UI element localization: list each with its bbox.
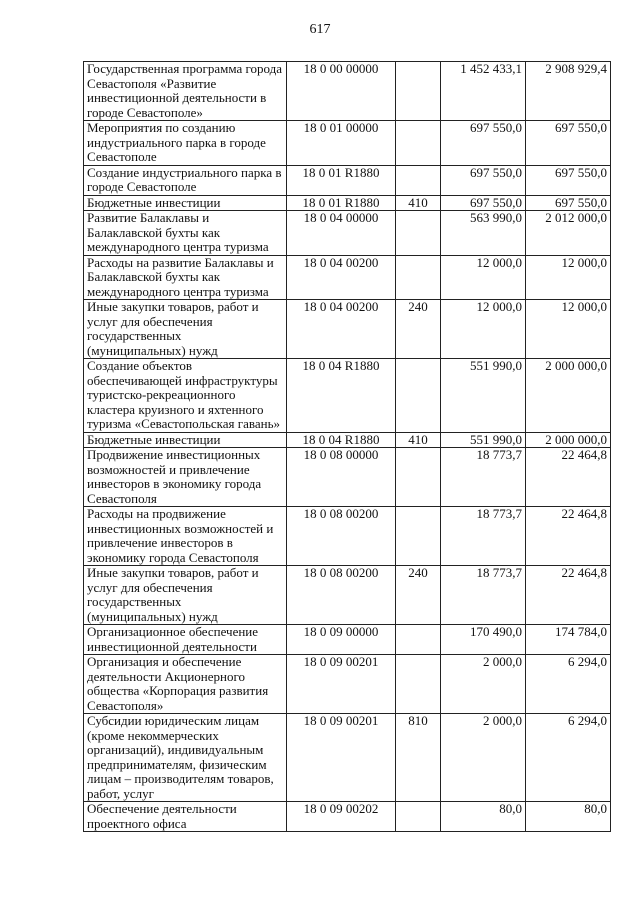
amount-year2-cell: 12 000,0 [526, 300, 611, 359]
target-code-cell: 18 0 00 00000 [287, 62, 396, 121]
target-code-cell: 18 0 08 00000 [287, 448, 396, 507]
expense-type-cell: 410 [396, 195, 441, 211]
item-name-cell: Мероприятия по созданию индустриального парка в городе Севастополе [84, 121, 287, 166]
expense-type-cell: 240 [396, 566, 441, 625]
amount-year1-cell: 12 000,0 [441, 255, 526, 300]
target-code-cell: 18 0 08 00200 [287, 566, 396, 625]
amount-year1-cell: 18 773,7 [441, 448, 526, 507]
table-row [84, 195, 611, 211]
amount-year2-cell: 2 012 000,0 [526, 211, 611, 256]
amount-year2-cell: 174 784,0 [526, 625, 611, 655]
table-row [84, 507, 611, 566]
budget-table-body [84, 62, 611, 832]
amount-year1-cell: 170 490,0 [441, 625, 526, 655]
expense-type-cell [396, 448, 441, 507]
item-name-cell: Обеспечение деятельности проектного офиса [84, 802, 287, 832]
amount-year1-cell: 2 000,0 [441, 655, 526, 714]
expense-type-cell [396, 165, 441, 195]
amount-year1-cell: 563 990,0 [441, 211, 526, 256]
amount-year1-cell: 551 990,0 [441, 432, 526, 448]
target-code-cell: 18 0 01 00000 [287, 121, 396, 166]
amount-year1-cell: 697 550,0 [441, 121, 526, 166]
amount-year2-cell: 6 294,0 [526, 714, 611, 802]
table-row [84, 255, 611, 300]
item-name-cell: Развитие Балаклавы и Балаклавской бухты как международного центра туризма [84, 211, 287, 256]
target-code-cell: 18 0 04 R1880 [287, 359, 396, 433]
item-name-cell: Организационное обеспечение инвестиционной деятельности [84, 625, 287, 655]
target-code-cell: 18 0 01 R1880 [287, 165, 396, 195]
table-row [84, 432, 611, 448]
expense-type-cell [396, 655, 441, 714]
target-code-cell: 18 0 09 00201 [287, 714, 396, 802]
table-row [84, 448, 611, 507]
item-name-cell: Создание индустриального парка в городе Севастополе [84, 165, 287, 195]
target-code-cell: 18 0 09 00202 [287, 802, 396, 832]
target-code-cell: 18 0 04 00000 [287, 211, 396, 256]
amount-year1-cell: 18 773,7 [441, 507, 526, 566]
table-row [84, 300, 611, 359]
table-row [84, 359, 611, 433]
amount-year2-cell: 697 550,0 [526, 195, 611, 211]
expense-type-cell [396, 625, 441, 655]
item-name-cell: Расходы на развитие Балаклавы и Балаклавской бухты как международного центра туризма [84, 255, 287, 300]
target-code-cell: 18 0 01 R1880 [287, 195, 396, 211]
amount-year1-cell: 2 000,0 [441, 714, 526, 802]
amount-year2-cell: 2 000 000,0 [526, 359, 611, 433]
amount-year1-cell: 80,0 [441, 802, 526, 832]
table-row [84, 802, 611, 832]
expense-type-cell [396, 359, 441, 433]
item-name-cell: Бюджетные инвестиции [84, 195, 287, 211]
table-row [84, 625, 611, 655]
table-row [84, 62, 611, 121]
amount-year2-cell: 22 464,8 [526, 507, 611, 566]
expense-type-cell [396, 62, 441, 121]
target-code-cell: 18 0 09 00000 [287, 625, 396, 655]
expense-type-cell [396, 121, 441, 166]
amount-year2-cell: 2 000 000,0 [526, 432, 611, 448]
amount-year1-cell: 1 452 433,1 [441, 62, 526, 121]
item-name-cell: Субсидии юридическим лицам (кроме некоммерческих организаций), индивидуальным предпринимателям, физическим лицам – производителям товаров, работ, услуг [84, 714, 287, 802]
expense-type-cell: 240 [396, 300, 441, 359]
table-row [84, 165, 611, 195]
amount-year2-cell: 80,0 [526, 802, 611, 832]
amount-year2-cell: 22 464,8 [526, 448, 611, 507]
expense-type-cell: 810 [396, 714, 441, 802]
amount-year2-cell: 2 908 929,4 [526, 62, 611, 121]
amount-year2-cell: 697 550,0 [526, 165, 611, 195]
amount-year1-cell: 697 550,0 [441, 165, 526, 195]
page-number: 617 [309, 22, 331, 37]
item-name-cell: Продвижение инвестиционных возможностей и привлечение инвесторов в экономику города Севастополя [84, 448, 287, 507]
item-name-cell: Иные закупки товаров, работ и услуг для обеспечения государственных (муниципальных) нужд [84, 566, 287, 625]
target-code-cell: 18 0 04 R1880 [287, 432, 396, 448]
amount-year2-cell: 12 000,0 [526, 255, 611, 300]
amount-year2-cell: 6 294,0 [526, 655, 611, 714]
table-row [84, 655, 611, 714]
target-code-cell: 18 0 04 00200 [287, 255, 396, 300]
budget-table [83, 61, 611, 832]
expense-type-cell: 410 [396, 432, 441, 448]
amount-year1-cell: 18 773,7 [441, 566, 526, 625]
amount-year2-cell: 697 550,0 [526, 121, 611, 166]
expense-type-cell [396, 255, 441, 300]
item-name-cell: Бюджетные инвестиции [84, 432, 287, 448]
amount-year2-cell: 22 464,8 [526, 566, 611, 625]
item-name-cell: Расходы на продвижение инвестиционных возможностей и привлечение инвесторов в экономику города Севастополя [84, 507, 287, 566]
expense-type-cell [396, 211, 441, 256]
expense-type-cell [396, 507, 441, 566]
amount-year1-cell: 551 990,0 [441, 359, 526, 433]
table-row [84, 566, 611, 625]
amount-year1-cell: 12 000,0 [441, 300, 526, 359]
table-row [84, 714, 611, 802]
item-name-cell: Иные закупки товаров, работ и услуг для обеспечения государственных (муниципальных) нужд [84, 300, 287, 359]
target-code-cell: 18 0 09 00201 [287, 655, 396, 714]
target-code-cell: 18 0 08 00200 [287, 507, 396, 566]
table-row [84, 121, 611, 166]
table-row [84, 211, 611, 256]
target-code-cell: 18 0 04 00200 [287, 300, 396, 359]
expense-type-cell [396, 802, 441, 832]
item-name-cell: Создание объектов обеспечивающей инфраструктуры туристско-рекреационного кластера круизного и яхтенного туризма «Севастопольская гавань» [84, 359, 287, 433]
item-name-cell: Государственная программа города Севастополя «Развитие инвестиционной деятельности в городе Севастополе» [84, 62, 287, 121]
item-name-cell: Организация и обеспечение деятельности Акционерного общества «Корпорация развития Севастополя» [84, 655, 287, 714]
amount-year1-cell: 697 550,0 [441, 195, 526, 211]
